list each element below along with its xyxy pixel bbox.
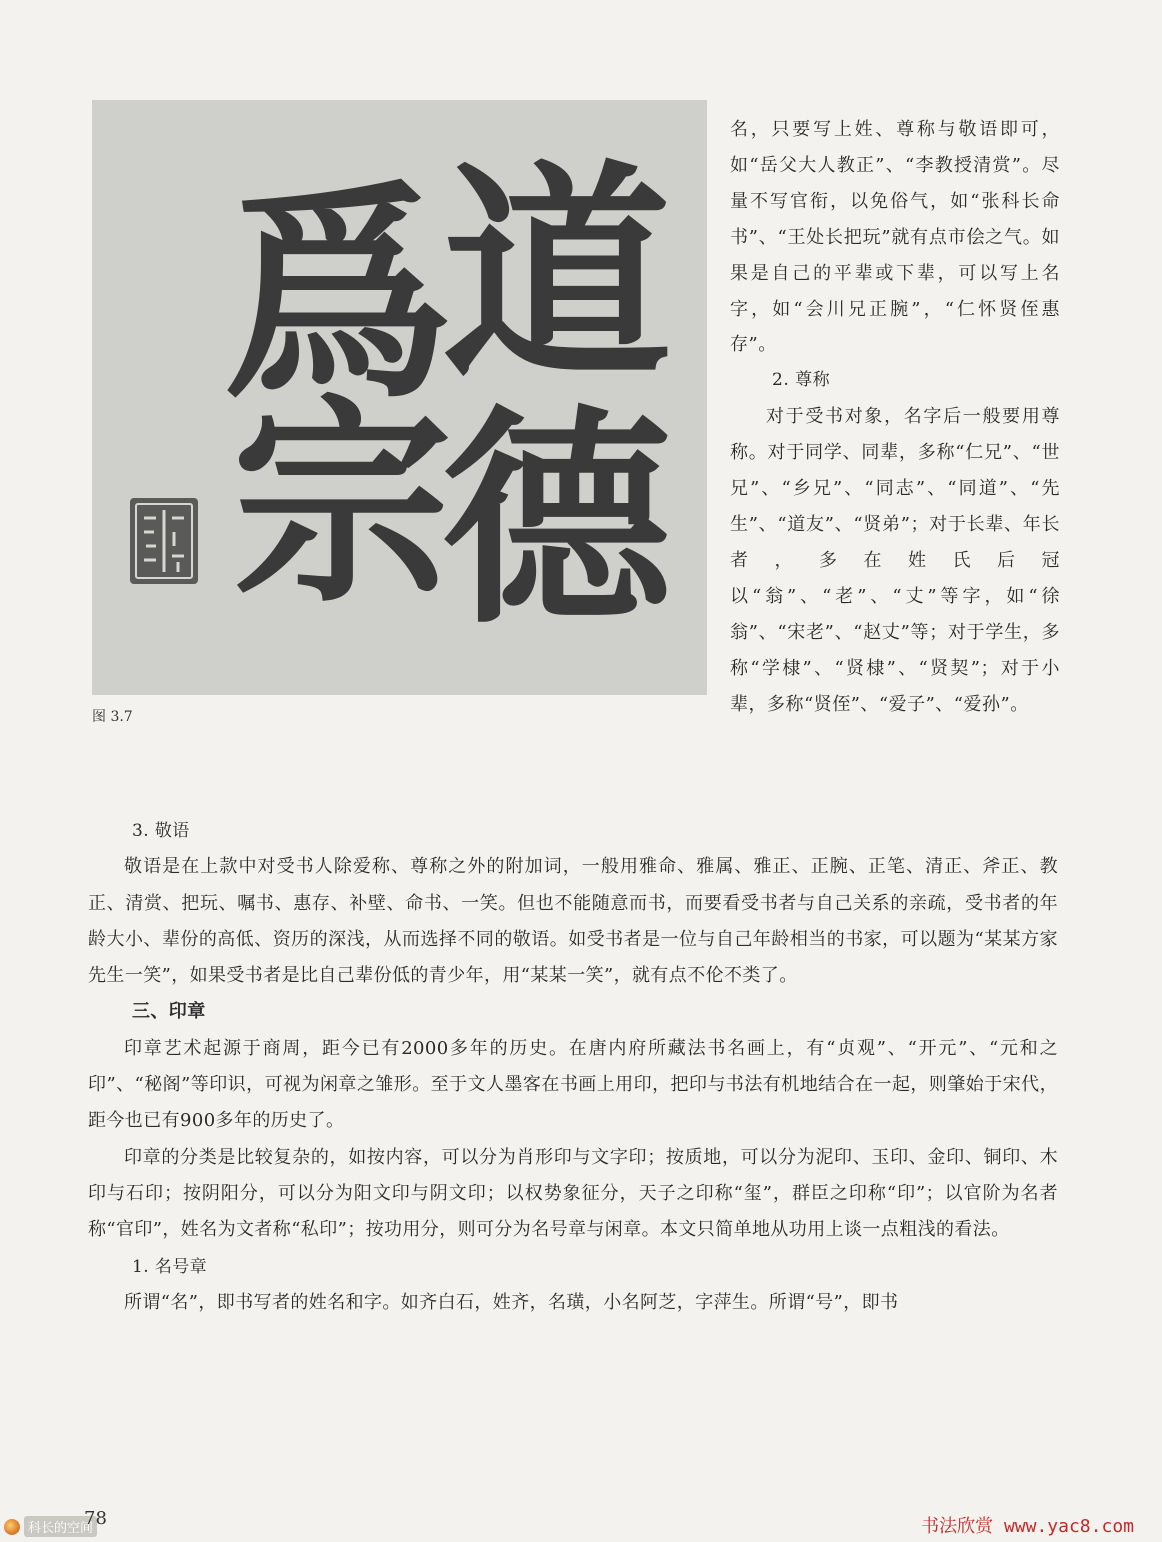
calligraphy-char-wei: 爲	[221, 170, 453, 425]
body-paragraph: 所谓“名”，即书写者的姓名和字。如齐白石，姓齐，名璜，小名阿芝，字萍生。所谓“号”，即书	[124, 1291, 899, 1313]
logo-icon	[4, 1519, 20, 1535]
page-number: 78	[84, 1508, 107, 1529]
side-paragraph: 对于受书对象，名字后一般要用尊称。对于同学、同辈，多称“仁兄”、“世兄”、“乡兄”、“同志”、“同道”、“先生”、“道友”、“贤弟”；对于长辈、年长者，多在姓氏后冠以“翁”、“老”、“丈”等字，如“徐翁”、“宋老”、“赵丈”等；对于学生，多称“学棣”、“贤棣”、“贤契”；对于小辈，多称“贤侄”、“爱子”、“爱孙”。	[730, 406, 1060, 715]
calligraphy-artwork	[92, 100, 707, 695]
section-heading-seals: 三、印章	[132, 1001, 206, 1023]
side-paragraph: 名，只要写上姓、尊称与敬语即可，如“岳父大人教正”、“李教授清赏”。尽量不写官衔，以免俗气，如“张科长命书”、“王处长把玩”就有点市侩之气。如果是自己的平辈或下辈，可以写上名字，如“会川兄正腕”，“仁怀贤侄惠存”。	[730, 119, 1060, 356]
calligraphy-char-de: 德	[441, 395, 673, 650]
heading-polite-terms: 3. 敬语	[132, 821, 190, 841]
body-paragraph: 敬语是在上款中对受书人除爱称、尊称之外的附加词，一般用雅命、雅属、雅正、正腕、正笔、清正、斧正、教正、清赏、把玩、嘱书、惠存、补壁、命书、一笑。但也不能随意而书，而要看受书者与自己关系的亲疏，受书者的年龄大小、辈份的高低、资历的深浅，从而选择不同的敬语。如受书者是一位与自己年龄相当的书家，可以题为“某某方家先生一笑”，如果受书者是比自己辈份低的青少年，用“某某一笑”，就有点不伦不类了。	[88, 856, 1058, 987]
calligraphy-char-dao: 道	[441, 150, 673, 405]
body-paragraph: 印章的分类是比较复杂的，如按内容，可以分为肖形印与文字印；按质地，可以分为泥印、玉印、金印、铜印、木印与石印；按阴阳分，可以分为阳文印与阴文印；以权势象征分，天子之印称“玺”，群臣之印称“印”；以官阶为名者称“官印”，姓名为文者称“私印”；按功用分，则可分为名号章与闲章。本文只简单地从功用上谈一点粗浅的看法。	[88, 1146, 1058, 1241]
calligraphy-figure	[92, 100, 707, 695]
figure-caption: 图 3.7	[92, 709, 133, 725]
body-paragraph: 印章艺术起源于商周，距今已有2000多年的历史。在唐内府所藏法书名画上，有“贞观”、“开元”、“元和之印”、“秘阁”等印识，可视为闲章之雏形。至于文人墨客在书画上用印，把印与书法有机地结合在一起，则肇始于宋代，距今也已有900多年的历史了。	[88, 1037, 1058, 1132]
heading-name-seals: 1. 名号章	[132, 1256, 208, 1277]
calligraphy-char-zong: 宗	[231, 384, 453, 628]
site-watermark: 书法欣赏 www.yac8.com	[921, 1516, 1134, 1537]
seal-stamp	[130, 498, 198, 584]
side-column	[730, 112, 1060, 722]
main-column	[88, 813, 1058, 1321]
badge-name: 科长的空间	[24, 1516, 97, 1537]
heading-honorifics: 2. 尊称	[772, 370, 831, 391]
